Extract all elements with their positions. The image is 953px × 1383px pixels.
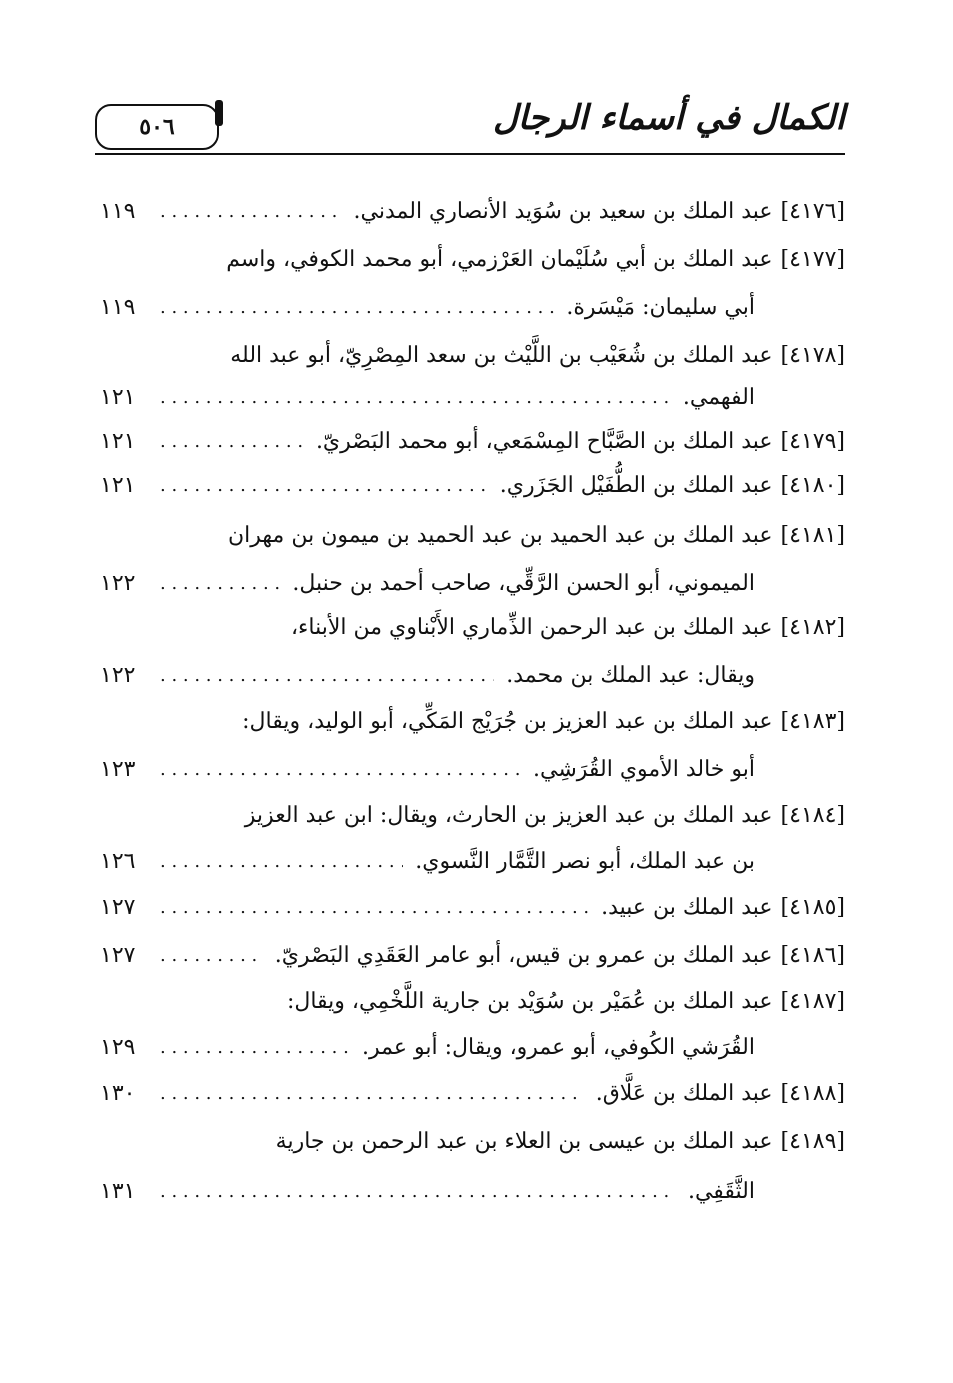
page-number: ٥٠٦ [139,114,175,140]
leader-dots [160,297,554,318]
entry-page: ١٢٧ [100,942,136,968]
entry-text: عبد الملك بن الطُّفَيْل الجَزَري. [499,472,773,498]
entry-text: عبد الملك بن عُمَيْر بن سُوَيْد بن جارية اللَّخْمِي، ويقال: [286,988,773,1014]
entry-number: [٤١٨٤] [780,802,845,828]
entry-page: ١٢١ [100,384,136,410]
book-title: الكمال في أسماء الرجال [493,98,845,138]
leader-dots [160,1083,584,1104]
entry-page: ١٢٧ [100,894,136,920]
index-entry-line [190,800,845,830]
leader-dots [160,897,589,918]
leader-dots [160,851,403,872]
leader-dots [160,201,342,222]
entry-text: بن عبد الملك، أبو نصر التَّمَّار النَّسوي. [415,848,755,874]
entry-page: ١٢٢ [100,662,136,688]
leader-dots [160,573,280,594]
entry-number: [٤١٨٦] [780,942,845,968]
entry-page: ١٣١ [100,1178,136,1204]
entry-text: عبد الملك بن عبد الحميد بن عبد الحميد بن ميمون بن مهران [228,522,773,548]
leader-dots [160,387,671,408]
leader-dots [160,665,494,686]
leader-dots [160,1037,350,1058]
index-entry-continuation [100,1032,755,1062]
index-entry-line [190,340,845,370]
entry-page: ١٢٢ [100,570,136,596]
entry-page: ١١٩ [100,198,136,224]
entry-number: [٤١٨٢] [780,614,845,640]
entry-number: [٤١٨١] [780,522,845,548]
index-entry-continuation [100,292,755,322]
index-entry-continuation [100,754,755,784]
entry-text: عبد الملك بن أبي سُلَيْمان العَرْزمي، أبو محمد الكوفي، واسم [226,246,773,272]
entry-page: ١٣٠ [100,1080,136,1106]
leader-dots [160,475,488,496]
index-entry-line [100,940,845,970]
index-entry-line [190,986,845,1016]
index-entry-line [190,520,845,550]
entry-text: عبد الملك بن عبد الرحمن الذِّماري الأَبْناوي من الأبناء، [290,614,773,640]
entry-text: عبد الملك بن عبيد. [601,894,773,920]
entry-number: [٤١٧٨] [780,342,845,368]
entry-number: [٤١٨٨] [780,1080,845,1106]
entry-text: الثَّقَفِي. [687,1178,755,1204]
leader-dots [160,945,263,966]
page-number-box [95,104,219,150]
entry-text: القُرَشي الكُوفي، أبو عمرو، ويقال: أبو عمر. [362,1034,755,1060]
index-entry-continuation [100,660,755,690]
entry-number: [٤١٨٠] [780,472,845,498]
entry-number: [٤١٨٥] [780,894,845,920]
entry-text: أبو خالد الأموي القُرَشِي. [532,756,755,782]
entry-number: [٤١٨٧] [780,988,845,1014]
index-entry-line [190,706,845,736]
index-entry-line [100,892,845,922]
index-entry-continuation [100,846,755,876]
entry-text: عبد الملك بن عيسى بن العلاء بن عبد الرحمن بن جارية [275,1128,773,1154]
running-header [95,92,845,152]
entry-page: ١٢١ [100,472,136,498]
entry-number: [٤١٨٣] [780,708,845,734]
entry-text: عبد الملك بن شُعَيْب بن اللَّيْث بن سعد المِصْرِيّ، أبو عبد الله [230,342,773,368]
entry-text: عبد الملك بن عمرو بن قيس، أبو عامر العَقَدِي البَصْريّ. [274,942,773,968]
index-entry-line [190,244,845,274]
entry-number: [٤١٨٩] [780,1128,845,1154]
index-entry-line [100,1078,845,1108]
index-entry-line [100,470,845,500]
index-entry-line [100,196,845,226]
index-entry-continuation [100,568,755,598]
index-entry-line [190,1126,845,1156]
entry-text: عبد الملك بن عَلَّاق. [595,1080,773,1106]
leader-dots [160,1181,676,1202]
entry-page: ١٢٦ [100,848,136,874]
entry-page: ١٢٩ [100,1034,136,1060]
entry-text: الميموني، أبو الحسن الرَّقِّي، صاحب أحمد بن حنبل. [292,570,755,596]
index-entry-line [100,426,845,456]
entry-number: [٤١٧٧] [780,246,845,272]
header-rule [95,153,845,155]
entry-page: ١٢٣ [100,756,136,782]
entry-text: عبد الملك بن عبد العزيز بن الحارث، ويقال: ابن عبد العزيز [244,802,773,828]
leader-dots [160,431,304,452]
entry-text: عبد الملك بن عبد العزيز بن جُرَيْج المَكِّي، أبو الوليد، ويقال: [242,708,773,734]
entry-page: ١٢١ [100,428,136,454]
index-entry-continuation [100,1176,755,1206]
entry-text: ويقال: عبد الملك بن محمد. [506,662,755,688]
index-entry-line [190,612,845,642]
entry-text: أبي سليمان: مَيْسَرة. [566,294,755,320]
entry-number: [٤١٧٦] [780,198,845,224]
entry-page: ١١٩ [100,294,136,320]
leader-dots [160,759,521,780]
entry-text: الفهمي. [682,384,755,410]
entry-number: [٤١٧٩] [780,428,845,454]
entry-text: عبد الملك بن سعيد بن سُوَيد الأنصاري المدني. [353,198,773,224]
entry-text: عبد الملك بن الصَّبَّاح المِسْمَعي، أبو محمد البَصْريّ. [315,428,773,454]
index-entry-continuation [100,382,755,412]
